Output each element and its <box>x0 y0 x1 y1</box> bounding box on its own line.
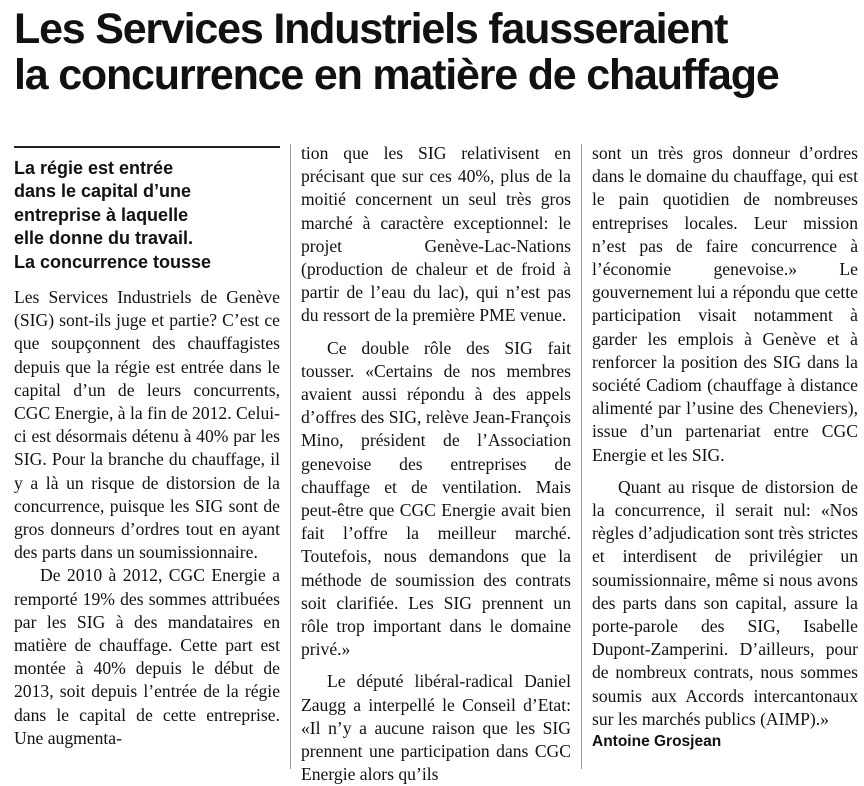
body-paragraph: Quant au risque de distorsion de la concurrence, il serait nul: «Nos règles d’adjudication sont très strictes et interdisent de privilégier un soumissionnaire, même si nous avons des parts dans son capital, assure la porte-parole des SIG, Isabelle Dupont-Zamperini. D’ailleurs, pour de nombreux contrats, nous sommes soumis aux Accords intercantonaux sur les marchés publics (AIMP).» <box>592 476 858 729</box>
lead-line: La concurrence tousse <box>14 251 212 272</box>
headline-line-2: la concurrence en matière de chauffage <box>14 51 779 99</box>
author-byline: Antoine Grosjean <box>592 733 722 751</box>
lead-line: entreprise à laquelle <box>14 204 189 225</box>
article-column-3 <box>592 142 858 752</box>
body-paragraph: sont un très gros donneur d’ordres dans le domaine du chauffage, qui est le pain quotidien de nombreuses entreprises locales. Leur mission n’est pas de faire concurrence à l’économie genevoise.» Le gouvernement lui a répondu que cette participation visait notamment à garder les emplois à Genève et à renforcer la position des SIG dans la société Cadiom (chauffage à distance alimenté par l’usine des Cheneviers), issue d’un partenariat entre CGC Energie et les SIG. <box>592 143 858 465</box>
article-lead <box>14 146 280 274</box>
article-headline <box>14 6 859 98</box>
body-paragraph: tion que les SIG relativisent en précisant que sur ces 40%, plus de la moitié concernent un seul très gros marché à caractère exceptionnel: le projet Genève-Lac-Nations (production de chaleur et de froid à partir de l’eau du lac), qui n’est pas du ressort de la première PME venue. <box>301 143 571 326</box>
body-paragraph: Ce double rôle des SIG fait tousser. «Certains de nos membres avaient aussi répondu à des appels d’offres des SIG, relève Jean-François Mino, président de l’Association genevoise des entreprises de chauffage et de ventilation. Mais peut-être que CGC Energie avait bien fait l’offre la meilleur marché. Toutefois, nous demandons que la méthode de soumission des contrats soit clarifiée. Les SIG prennent un rôle trop important dans le domaine privé.» <box>301 337 571 660</box>
lead-line: La régie est entrée <box>14 158 174 178</box>
column-separator <box>290 144 291 769</box>
headline-line-1: Les Services Industriels fausseraient <box>14 5 728 53</box>
article-column-2 <box>301 142 571 786</box>
lead-line: elle donne du travail. <box>14 228 194 249</box>
body-paragraph: Le député libéral-radical Daniel Zaugg a interpellé le Conseil d’Etat: «Il n’y a aucune raison que les SIG prennent une participation dans CGC Energie alors qu’ils <box>301 671 571 785</box>
body-paragraph: Les Services Industriels de Genève (SIG) sont-ils juge et partie? C’est ce que soupçonnent des chauffagistes depuis que la régie est entrée dans le capital d’un de leurs concurrents, CGC Energie, à la fin de 2012. Celui-ci est désormais détenu à 40% par les SIG. Pour la branche du chauffage, il y a là un risque de distorsion de la concurrence, puisque les SIG sont de gros donneurs d’ordres tout en ayant des parts dans un soumissionnaire. <box>14 287 280 563</box>
body-paragraph: De 2010 à 2012, CGC Energie a remporté 19% des sommes attribuées par les SIG à des mandataires en matière de chauffage. Cette part est montée à 40% depuis le début de 2013, soit depuis l’entrée de la régie dans le capital de cette entreprise. Une augmenta- <box>14 565 280 748</box>
lead-line: dans le capital d’une <box>14 181 192 202</box>
column-separator <box>581 144 582 769</box>
article-column-1 <box>14 146 280 750</box>
